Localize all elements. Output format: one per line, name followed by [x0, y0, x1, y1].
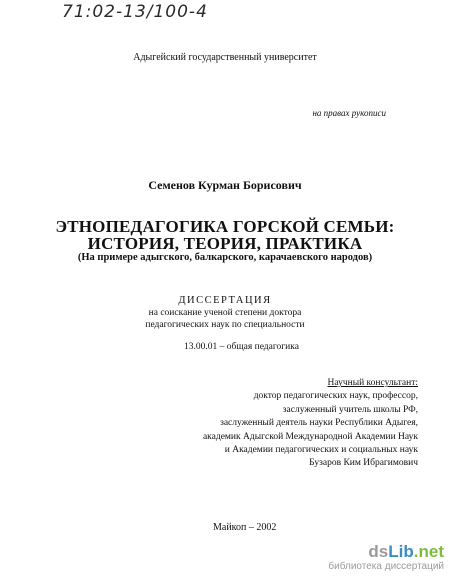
advisor-heading: Научный консультант: [327, 378, 418, 388]
dissertation-label: ДИССЕРТАЦИЯ [178, 295, 272, 306]
dslib-logo[interactable] [328, 543, 444, 561]
title-line-2: ИСТОРИЯ, ТЕОРИЯ, ПРАКТИКА [87, 234, 363, 253]
advisor-line: академик Адыгской Международной Академии Наук [202, 431, 418, 442]
advisor-line: заслуженный деятель науки Республики Адыгея, [220, 418, 418, 429]
handwritten-catalog-number: 71:02-13/100-4 [62, 2, 208, 22]
specialty-code: 13.00.01 – общая педагогика [184, 342, 299, 352]
dslib-watermark[interactable] [328, 543, 444, 573]
logo-prefix: ds [368, 542, 389, 561]
title-subtitle: (На примере адыгского, балкарского, карачаевского народов) [77, 252, 373, 263]
logo-lib: Lib [388, 542, 414, 561]
advisor-line: заслуженный учитель школы РФ, [282, 404, 418, 415]
advisor-name: Бузаров Ким Ибрагимович [309, 458, 418, 469]
manuscript-rights-note: на правах рукописи [312, 108, 386, 118]
title-line-1: ЭТНОПЕДАГОГИКА ГОРСКОЙ СЕМЬИ: [55, 217, 395, 236]
advisor-line: и Академии педагогических и социальных наук [224, 445, 418, 456]
advisor-line: доктор педагогических наук, профессор, [253, 391, 418, 402]
advisor-block [118, 377, 418, 471]
degree-line-1: на соискание ученой степени доктора [148, 308, 302, 318]
university-name: Адыгейский государственный университет [133, 52, 317, 63]
city-year: Майкоп – 2002 [213, 522, 277, 533]
degree-line-2: педагогических наук по специальности [145, 320, 305, 330]
author-name: Семенов Курман Борисович [148, 178, 302, 192]
logo-suffix: .net [413, 542, 444, 561]
watermark-tagline: библиотека диссертаций [328, 561, 444, 572]
